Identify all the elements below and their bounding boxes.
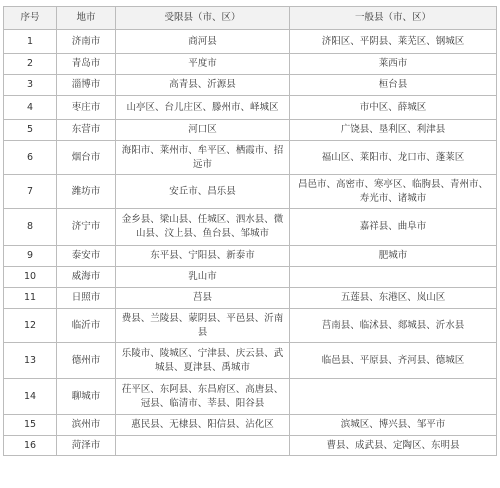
row-general-counties bbox=[290, 267, 497, 288]
row-restricted-counties: 费县、兰陵县、蒙阴县、平邑县、沂南县 bbox=[116, 309, 290, 343]
table-row bbox=[4, 343, 497, 379]
table-row bbox=[4, 379, 497, 415]
table-row bbox=[4, 175, 497, 209]
row-general-counties: 曹县、成武县、定陶区、东明县 bbox=[290, 436, 497, 456]
table-row bbox=[4, 415, 497, 436]
row-general-counties: 五莲县、东港区、岚山区 bbox=[290, 288, 497, 309]
row-city: 日照市 bbox=[57, 288, 116, 309]
row-index: 13 bbox=[4, 343, 57, 379]
row-city: 济南市 bbox=[57, 30, 116, 54]
row-general-counties: 昌邑市、高密市、寒亭区、临朐县、青州市、寿光市、诸城市 bbox=[290, 175, 497, 209]
row-general-counties: 福山区、莱阳市、龙口市、蓬莱区 bbox=[290, 141, 497, 175]
row-general-counties bbox=[290, 379, 497, 415]
row-index: 14 bbox=[4, 379, 57, 415]
row-restricted-counties: 安丘市、昌乐县 bbox=[116, 175, 290, 209]
row-city: 菏泽市 bbox=[57, 436, 116, 456]
row-city: 烟台市 bbox=[57, 141, 116, 175]
row-index: 16 bbox=[4, 436, 57, 456]
row-city: 济宁市 bbox=[57, 209, 116, 246]
table-header-row bbox=[4, 7, 497, 30]
table-row bbox=[4, 96, 497, 120]
table-row bbox=[4, 209, 497, 246]
row-index: 6 bbox=[4, 141, 57, 175]
row-index: 7 bbox=[4, 175, 57, 209]
header-city: 地市 bbox=[57, 7, 116, 30]
row-index: 2 bbox=[4, 54, 57, 75]
table-row bbox=[4, 246, 497, 267]
row-index: 10 bbox=[4, 267, 57, 288]
row-general-counties: 临邑县、平原县、齐河县、德城区 bbox=[290, 343, 497, 379]
row-general-counties: 滨城区、博兴县、邹平市 bbox=[290, 415, 497, 436]
row-restricted-counties: 商河县 bbox=[116, 30, 290, 54]
table-row bbox=[4, 309, 497, 343]
row-general-counties: 广饶县、垦利区、利津县 bbox=[290, 120, 497, 141]
table-row bbox=[4, 54, 497, 75]
row-city: 东营市 bbox=[57, 120, 116, 141]
row-city: 青岛市 bbox=[57, 54, 116, 75]
row-index: 8 bbox=[4, 209, 57, 246]
row-general-counties: 嘉祥县、曲阜市 bbox=[290, 209, 497, 246]
county-classification-table bbox=[3, 6, 497, 456]
row-restricted-counties: 惠民县、无棣县、阳信县、沾化区 bbox=[116, 415, 290, 436]
row-index: 9 bbox=[4, 246, 57, 267]
row-index: 4 bbox=[4, 96, 57, 120]
row-index: 12 bbox=[4, 309, 57, 343]
row-restricted-counties: 莒县 bbox=[116, 288, 290, 309]
row-index: 1 bbox=[4, 30, 57, 54]
row-restricted-counties: 高青县、沂源县 bbox=[116, 75, 290, 96]
table-row bbox=[4, 75, 497, 96]
row-index: 15 bbox=[4, 415, 57, 436]
row-city: 枣庄市 bbox=[57, 96, 116, 120]
row-restricted-counties: 河口区 bbox=[116, 120, 290, 141]
row-restricted-counties: 金乡县、梁山县、任城区、泗水县、微山县、汶上县、鱼台县、邹城市 bbox=[116, 209, 290, 246]
row-restricted-counties bbox=[116, 436, 290, 456]
row-general-counties: 市中区、薛城区 bbox=[290, 96, 497, 120]
row-restricted-counties: 平度市 bbox=[116, 54, 290, 75]
row-city: 潍坊市 bbox=[57, 175, 116, 209]
table-row bbox=[4, 288, 497, 309]
table-row bbox=[4, 120, 497, 141]
row-city: 滨州市 bbox=[57, 415, 116, 436]
row-general-counties: 莒南县、临沭县、郯城县、沂水县 bbox=[290, 309, 497, 343]
row-city: 淄博市 bbox=[57, 75, 116, 96]
row-restricted-counties: 东平县、宁阳县、新泰市 bbox=[116, 246, 290, 267]
row-city: 临沂市 bbox=[57, 309, 116, 343]
row-index: 11 bbox=[4, 288, 57, 309]
row-restricted-counties: 乐陵市、陵城区、宁津县、庆云县、武城县、夏津县、禹城市 bbox=[116, 343, 290, 379]
row-city: 聊城市 bbox=[57, 379, 116, 415]
table-row bbox=[4, 30, 497, 54]
row-index: 5 bbox=[4, 120, 57, 141]
row-city: 德州市 bbox=[57, 343, 116, 379]
header-general-counties: 一般县（市、区） bbox=[290, 7, 497, 30]
row-restricted-counties: 山亭区、台儿庄区、滕州市、峄城区 bbox=[116, 96, 290, 120]
row-city: 威海市 bbox=[57, 267, 116, 288]
row-city: 泰安市 bbox=[57, 246, 116, 267]
table-body bbox=[4, 30, 497, 456]
row-restricted-counties: 海阳市、莱州市、牟平区、栖霞市、招远市 bbox=[116, 141, 290, 175]
row-index: 3 bbox=[4, 75, 57, 96]
row-restricted-counties: 茌平区、东阿县、东昌府区、高唐县、冠县、临清市、莘县、阳谷县 bbox=[116, 379, 290, 415]
row-general-counties: 桓台县 bbox=[290, 75, 497, 96]
header-index: 序号 bbox=[4, 7, 57, 30]
table-row bbox=[4, 436, 497, 456]
row-general-counties: 济阳区、平阴县、莱芜区、钢城区 bbox=[290, 30, 497, 54]
row-general-counties: 肥城市 bbox=[290, 246, 497, 267]
header-restricted-counties: 受限县（市、区） bbox=[116, 7, 290, 30]
row-restricted-counties: 乳山市 bbox=[116, 267, 290, 288]
table-row bbox=[4, 141, 497, 175]
table-row bbox=[4, 267, 497, 288]
row-general-counties: 莱西市 bbox=[290, 54, 497, 75]
